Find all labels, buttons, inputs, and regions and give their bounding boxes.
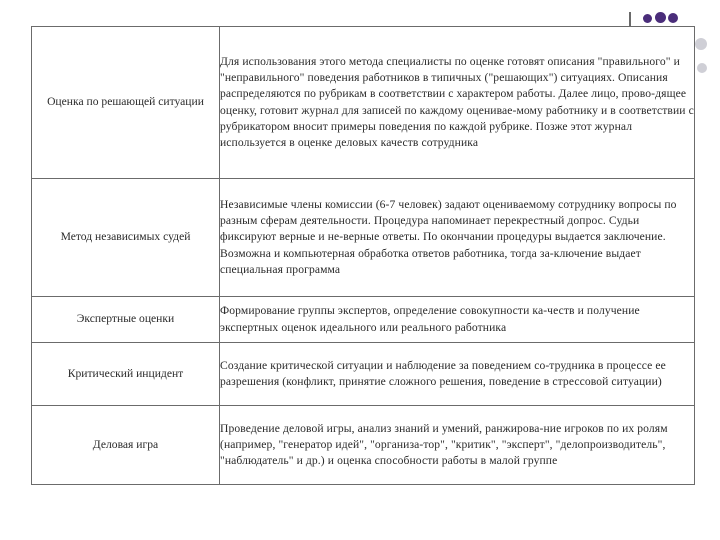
dot-icon: [668, 13, 678, 23]
dot-icon: [695, 38, 707, 50]
dot-icon: [655, 12, 666, 23]
method-name: Оценка по решающей ситуации: [32, 27, 220, 179]
method-name: Деловая игра: [32, 406, 220, 485]
method-description: Проведение деловой игры, анализ знаний и умений, ранжирова-ние игроков по их ролям (например, "генератор идей", "организа-тор", "критик", "эксперт", "делопроизводитель", "наблюдатель" и др.) и оценка способности работы в малой группе: [220, 406, 695, 485]
dot-icon: [697, 63, 707, 73]
table-row: [32, 297, 695, 343]
method-description: Независимые члены комиссии (6-7 человек) задают оцениваемому сотруднику вопросы по разным сферам деятельности. Процедура напоминает перекрестный допрос. Судьи фиксируют верные и не-верные ответы. По окончании процедуры выдается заключение. Возможна и компьютерная обработка ответов работника, тогда за-ключение выдает специальная программа: [220, 179, 695, 297]
table-row: [32, 27, 695, 179]
method-name: Экспертные оценки: [32, 297, 220, 343]
evaluation-methods-table: [31, 26, 695, 485]
method-name: Критический инцидент: [32, 343, 220, 406]
method-name: Метод независимых судей: [32, 179, 220, 297]
method-description: Формирование группы экспертов, определение совокупности ка-честв и получение экспертных оценок идеального или реального работника: [220, 297, 695, 343]
dot-icon: [643, 14, 652, 23]
table-row: [32, 343, 695, 406]
table-row: [32, 406, 695, 485]
decorative-vertical-line: [629, 12, 631, 27]
table-row: [32, 179, 695, 297]
method-description: Создание критической ситуации и наблюдение за поведением со-трудника в процессе ее разрешения (конфликт, принятие сложного решения, поведение в стрессовой ситуации): [220, 343, 695, 406]
method-description: Для использования этого метода специалисты по оценке готовят описания "правильного" и "неправильного" поведения работников в типичных ("решающих") ситуациях. Описания распределяются по рубрикам в соответствии с характером работы. Далее лицо, прово-дящее оценку, готовит журнал для записей по каждому оценивае-мому работнику и в соответствии с рубрикатором вносит примеры поведения по каждой рубрике. Позже этот журнал используется в оценке деловых качеств сотрудника: [220, 27, 695, 179]
